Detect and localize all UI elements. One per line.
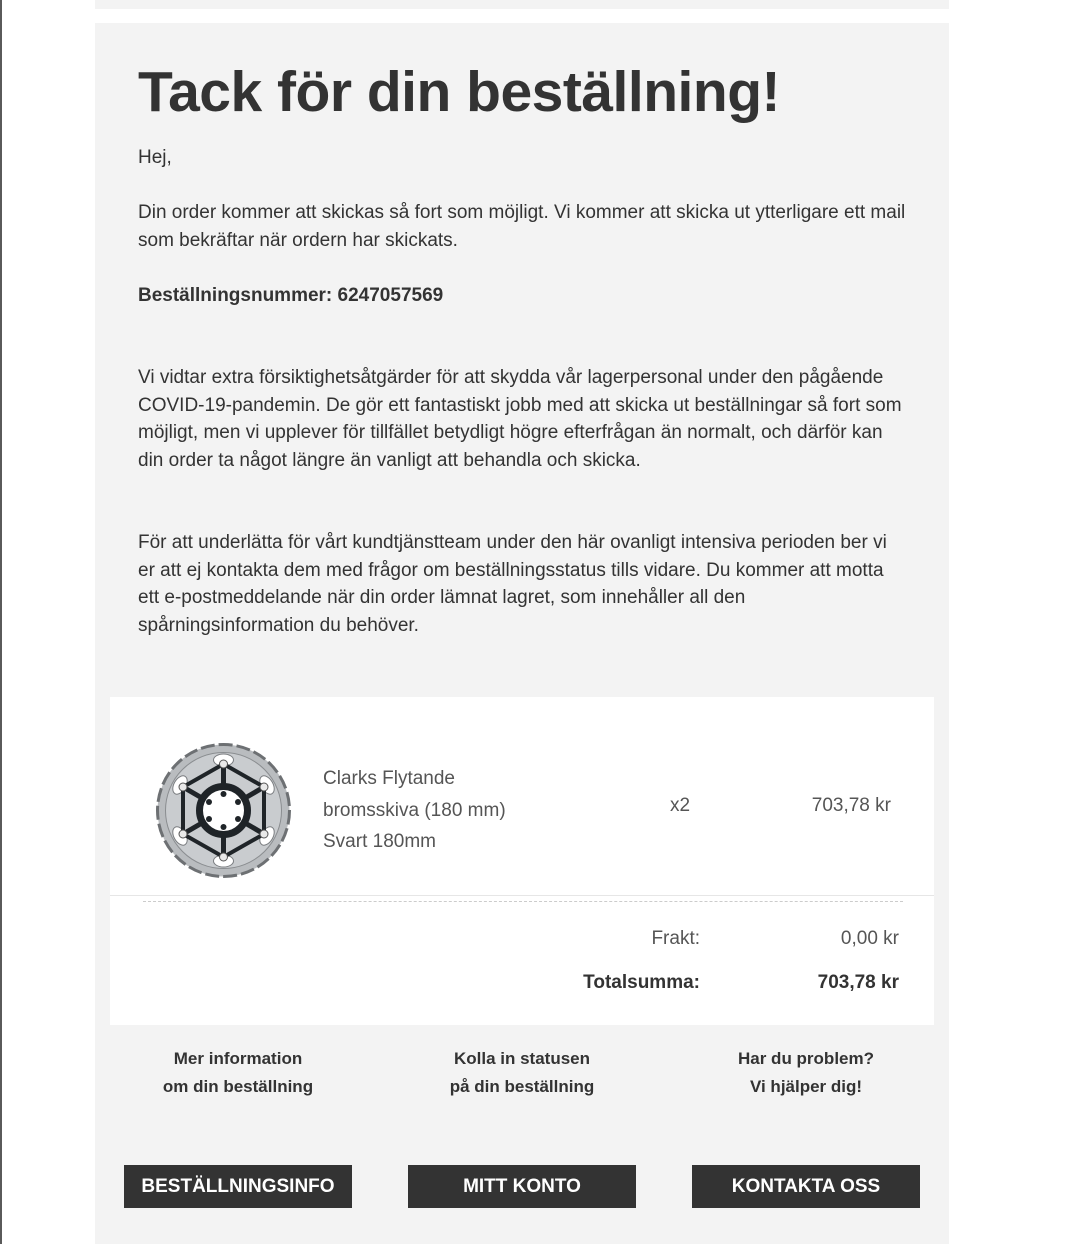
product-price: 703,78 kr xyxy=(811,795,891,816)
footer-text-line: Vi hjälper dig! xyxy=(749,1077,863,1096)
previous-section-strip xyxy=(95,0,949,9)
order-summary xyxy=(110,697,934,1025)
product-quantity: x2 xyxy=(670,795,691,816)
my-account-button[interactable]: MITT KONTO xyxy=(408,1165,636,1208)
freight-label: Frakt: xyxy=(651,928,700,949)
product-name-line1: Clarks Flytande xyxy=(323,768,455,789)
covid-notice: Vi vidtar extra försiktighetsåtgärder för att skydda vår lagerpersonal under den pågående COVID-19-pandemin. De gör ett fantastiskt jobb med att skicka ut beställningar så fort som möjligt, men vi upplever för tillfället betydligt högre efterfrågan än normalt, och därför kan din order ta något längre än vanligt att behandla och skicka. xyxy=(138,367,902,471)
page-title: Tack för din beställning! xyxy=(138,60,780,124)
footer-contact xyxy=(692,1045,920,1208)
window-left-border xyxy=(0,0,2,1244)
footer-order-info-text xyxy=(124,1045,352,1115)
product-name-line2: bromsskiva (180 mm) xyxy=(323,799,506,821)
footer-text-line: Kolla in statusen xyxy=(453,1049,591,1068)
total-label: Totalsumma: xyxy=(583,972,700,993)
footer-contact-text xyxy=(692,1045,920,1115)
footer-account-text xyxy=(408,1045,636,1115)
support-notice: För att underlätta för vårt kundtjänstteam under den här ovanligt intensiva perioden ber vi er att ej kontakta dem med frågor om beställningsstatus tills vidare. Du kommer att motta ett e-postmeddelande när din order lämnat lagret, som innehåller all den spårningsinformation du behöver. xyxy=(138,532,887,636)
footer-order-info xyxy=(124,1045,352,1208)
total-value: 703,78 kr xyxy=(817,972,899,993)
intro-text: Din order kommer att skickas så fort som möjligt. Vi kommer att skicka ut ytterligare ett mail som bekräftar när ordern har skickats. xyxy=(138,202,906,251)
greeting-text: Hej, xyxy=(138,147,172,168)
brake-disc-icon xyxy=(151,738,296,883)
footer-text-line: på din beställning xyxy=(449,1077,595,1096)
divider xyxy=(110,895,934,896)
footer-text-line: Har du problem? xyxy=(737,1049,874,1068)
freight-value: 0,00 kr xyxy=(840,928,899,949)
dashed-divider xyxy=(143,901,903,902)
contact-us-button[interactable]: KONTAKTA OSS xyxy=(692,1165,920,1208)
footer-text-line: Mer information xyxy=(173,1049,303,1068)
order-info-button[interactable]: BESTÄLLNINGSINFO xyxy=(124,1165,352,1208)
product-variant: Svart 180mm xyxy=(323,831,436,852)
footer-account xyxy=(408,1045,636,1208)
footer-text-line: om din beställning xyxy=(162,1077,314,1096)
product-name[interactable] xyxy=(323,763,583,858)
order-number: Beställningsnummer: 6247057569 xyxy=(138,285,444,306)
